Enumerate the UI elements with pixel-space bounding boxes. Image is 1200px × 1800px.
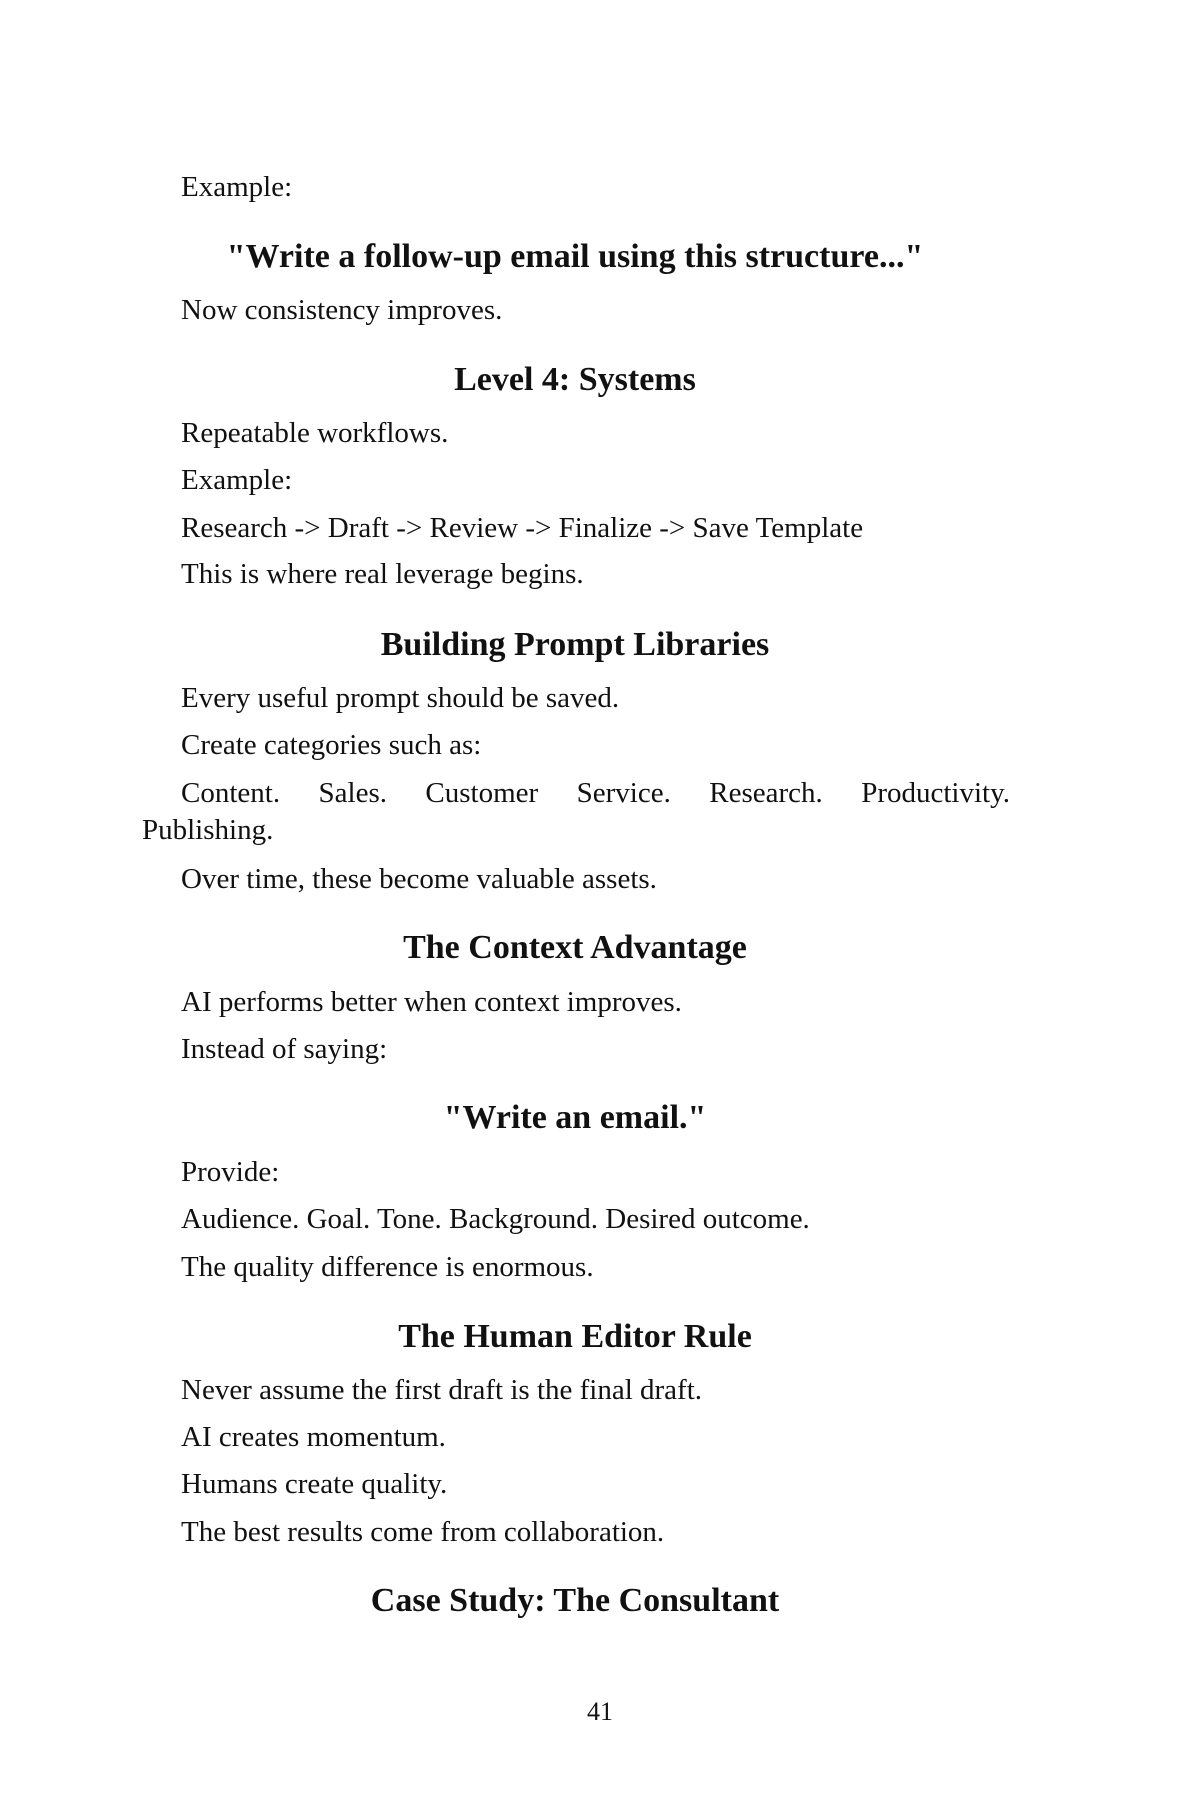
paragraph: Humans create quality. xyxy=(181,1468,448,1500)
paragraph: Example: xyxy=(181,464,293,496)
paragraph: Instead of saying: xyxy=(181,1033,388,1065)
paragraph: This is where real leverage begins. xyxy=(181,558,584,590)
category-word: Service. xyxy=(576,777,671,809)
section-heading-level-4-systems: Level 4: Systems xyxy=(454,361,696,398)
category-word: Productivity. xyxy=(861,777,1010,809)
paragraph: The best results come from collaboration. xyxy=(181,1516,665,1548)
paragraph: Over time, these become valuable assets. xyxy=(181,863,657,895)
category-list xyxy=(181,776,1010,810)
category-word: Research. xyxy=(709,777,823,809)
paragraph: Now consistency improves. xyxy=(181,294,503,326)
quoted-prompt-heading: "Write a follow-up email using this structure..." xyxy=(226,238,924,275)
paragraph: Example: xyxy=(181,171,293,203)
paragraph: AI performs better when context improves. xyxy=(181,986,682,1018)
paragraph: Never assume the first draft is the final draft. xyxy=(181,1374,703,1406)
paragraph: Every useful prompt should be saved. xyxy=(181,682,620,714)
category-word: Content. xyxy=(181,777,281,809)
section-heading-the-human-editor-rule: The Human Editor Rule xyxy=(398,1318,752,1355)
page-number: 41 xyxy=(587,1697,613,1726)
paragraph: AI creates momentum. xyxy=(181,1421,446,1453)
paragraph: Repeatable workflows. xyxy=(181,417,449,449)
paragraph: Audience. Goal. Tone. Background. Desired outcome. xyxy=(181,1203,810,1235)
section-heading-building-prompt-libraries: Building Prompt Libraries xyxy=(380,626,770,663)
paragraph: Create categories such as: xyxy=(181,729,482,761)
workflow-line: Research -> Draft -> Review -> Finalize -> Save Template xyxy=(181,512,864,544)
category-word: Customer xyxy=(425,777,539,809)
section-heading-case-study-the-consultant: Case Study: The Consultant xyxy=(370,1582,780,1619)
category-word: Sales. xyxy=(318,777,387,809)
paragraph: Provide: xyxy=(181,1156,280,1188)
category-list-continuation: Publishing. xyxy=(142,814,274,846)
quoted-prompt-heading: "Write an email." xyxy=(443,1099,707,1136)
paragraph: The quality difference is enormous. xyxy=(181,1251,594,1283)
section-heading-the-context-advantage: The Context Advantage xyxy=(403,929,747,966)
